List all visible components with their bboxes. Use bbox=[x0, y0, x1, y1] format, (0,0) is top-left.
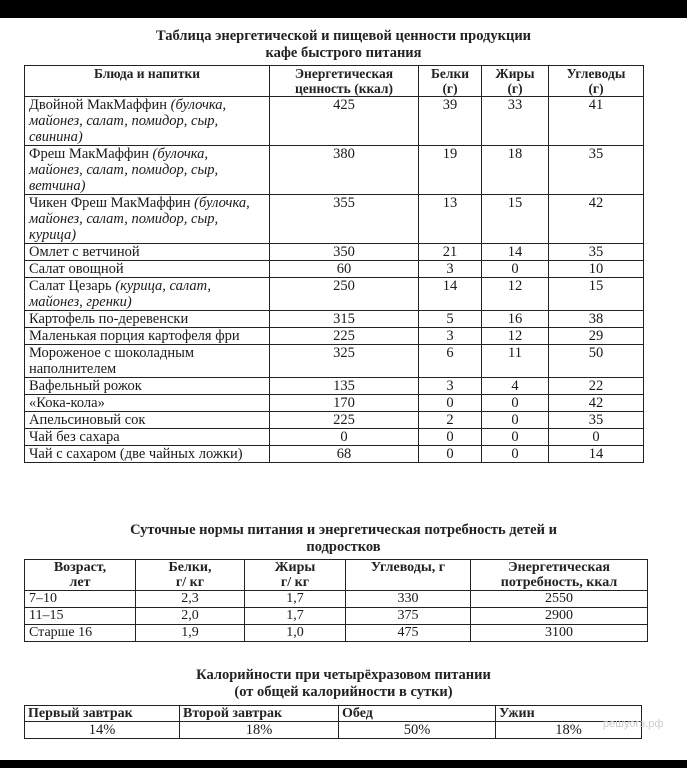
meal-calories-header bbox=[25, 706, 642, 722]
energy-cell: 2550 bbox=[471, 591, 648, 608]
table-row bbox=[25, 244, 644, 261]
fat-cell: 33 bbox=[482, 97, 549, 146]
daily-norms-body bbox=[25, 591, 648, 642]
nutrition-table bbox=[24, 65, 644, 463]
dish-ingredients: (курица, салат, майонез, гренки) bbox=[29, 278, 212, 310]
energy-cell: 355 bbox=[270, 195, 419, 244]
energy-cell: 68 bbox=[270, 446, 419, 463]
dish-name: «Кока-кола» bbox=[29, 395, 105, 411]
dish-name: Чикен Фреш МакМаффин bbox=[29, 195, 191, 211]
table-row bbox=[25, 446, 644, 463]
dish-cell bbox=[25, 429, 270, 446]
energy-cell: 225 bbox=[270, 328, 419, 345]
protein-cell: 3 bbox=[419, 261, 482, 278]
age-cell: 7–10 bbox=[25, 591, 136, 608]
meal-calories-values bbox=[25, 722, 642, 739]
nutrition-table-body bbox=[25, 97, 644, 463]
energy-cell: 350 bbox=[270, 244, 419, 261]
fat-cell: 0 bbox=[482, 412, 549, 429]
protein-cell: 2,3 bbox=[136, 591, 245, 608]
meal-calories-table bbox=[24, 705, 642, 739]
carbs-cell: 14 bbox=[549, 446, 644, 463]
table2-title-line2: подростков bbox=[306, 539, 381, 555]
carbs-cell: 0 bbox=[549, 429, 644, 446]
table1-title bbox=[0, 28, 687, 62]
header-fat: Жиры (г) bbox=[482, 66, 549, 97]
protein-cell: 5 bbox=[419, 311, 482, 328]
dish-cell bbox=[25, 395, 270, 412]
carbs-cell: 22 bbox=[549, 378, 644, 395]
protein-cell: 19 bbox=[419, 146, 482, 195]
dish-cell bbox=[25, 261, 270, 278]
table2-title bbox=[0, 522, 687, 556]
energy-cell: 135 bbox=[270, 378, 419, 395]
watermark: решуогэ.рф bbox=[603, 718, 664, 730]
protein-cell: 0 bbox=[419, 446, 482, 463]
dish-cell bbox=[25, 311, 270, 328]
dish-cell bbox=[25, 97, 270, 146]
carbs-cell: 35 bbox=[549, 412, 644, 429]
dish-name: Апельсиновый сок bbox=[29, 412, 146, 428]
carbs-cell: 38 bbox=[549, 311, 644, 328]
energy-cell: 170 bbox=[270, 395, 419, 412]
header-dinner: Ужин bbox=[496, 706, 642, 722]
fat-cell: 18 bbox=[482, 146, 549, 195]
carbs-cell: 41 bbox=[549, 97, 644, 146]
protein-cell: 13 bbox=[419, 195, 482, 244]
dish-cell bbox=[25, 345, 270, 378]
dish-cell bbox=[25, 195, 270, 244]
energy-cell: 60 bbox=[270, 261, 419, 278]
fat-cell: 0 bbox=[482, 446, 549, 463]
dish-cell bbox=[25, 146, 270, 195]
nutrition-table-header bbox=[25, 66, 644, 97]
fat-cell: 0 bbox=[482, 261, 549, 278]
table3-title bbox=[0, 667, 687, 701]
fat-cell: 0 bbox=[482, 395, 549, 412]
fat-cell: 0 bbox=[482, 429, 549, 446]
header-protein: Белки (г) bbox=[419, 66, 482, 97]
energy-cell: 325 bbox=[270, 345, 419, 378]
table-row bbox=[25, 195, 644, 244]
energy-cell: 225 bbox=[270, 412, 419, 429]
table-row bbox=[25, 97, 644, 146]
fat-cell: 1,7 bbox=[245, 608, 346, 625]
dish-cell bbox=[25, 328, 270, 345]
table2-title-line1: Суточные нормы питания и энергетическая потребность детей и bbox=[130, 522, 557, 538]
energy-cell: 315 bbox=[270, 311, 419, 328]
carbs-cell: 10 bbox=[549, 261, 644, 278]
header-energy: Энергетическая потребность, ккал bbox=[471, 560, 648, 591]
dish-ingredients: (булочка, майонез, салат, помидор, сыр, ветчина) bbox=[29, 146, 219, 194]
dish-cell bbox=[25, 446, 270, 463]
table1-title-line2: кафе быстрого питания bbox=[265, 45, 422, 61]
dish-cell bbox=[25, 244, 270, 261]
carbs-cell: 50 bbox=[549, 345, 644, 378]
age-cell: 11–15 bbox=[25, 608, 136, 625]
table-row bbox=[25, 395, 644, 412]
table-row bbox=[25, 608, 648, 625]
table3-title-line1: Калорийности при четырёхразовом питании bbox=[196, 667, 491, 683]
dish-name: Чай без сахара bbox=[29, 429, 120, 445]
table-row bbox=[25, 311, 644, 328]
table3-title-line2: (от общей калорийности в сутки) bbox=[234, 684, 453, 700]
table-row bbox=[25, 412, 644, 429]
dish-name: Чай с сахаром (две чайных ложки) bbox=[29, 446, 243, 462]
carbs-cell: 375 bbox=[346, 608, 471, 625]
header-carbs: Углеводы (г) bbox=[549, 66, 644, 97]
dish-name: Маленькая порция картофеля фри bbox=[29, 328, 240, 344]
carbs-cell: 42 bbox=[549, 195, 644, 244]
protein-cell: 6 bbox=[419, 345, 482, 378]
value-first-breakfast: 14% bbox=[25, 722, 180, 739]
header-carbs: Углеводы, г bbox=[346, 560, 471, 591]
table-row bbox=[25, 378, 644, 395]
carbs-cell: 330 bbox=[346, 591, 471, 608]
dish-name: Фреш МакМаффин bbox=[29, 146, 149, 162]
header-lunch: Обед bbox=[339, 706, 496, 722]
protein-cell: 2,0 bbox=[136, 608, 245, 625]
dish-name: Вафельный рожок bbox=[29, 378, 142, 394]
protein-cell: 3 bbox=[419, 378, 482, 395]
table-row bbox=[25, 146, 644, 195]
table-row bbox=[25, 278, 644, 311]
protein-cell: 14 bbox=[419, 278, 482, 311]
energy-cell: 0 bbox=[270, 429, 419, 446]
fat-cell: 15 bbox=[482, 195, 549, 244]
dish-cell bbox=[25, 278, 270, 311]
carbs-cell: 42 bbox=[549, 395, 644, 412]
table-row bbox=[25, 328, 644, 345]
dish-name: Салат Цезарь bbox=[29, 278, 112, 294]
document-page bbox=[0, 18, 687, 760]
value-dinner: 18% bbox=[496, 722, 642, 739]
fat-cell: 4 bbox=[482, 378, 549, 395]
table-row bbox=[25, 625, 648, 642]
value-second-breakfast: 18% bbox=[180, 722, 339, 739]
carbs-cell: 15 bbox=[549, 278, 644, 311]
carbs-cell: 29 bbox=[549, 328, 644, 345]
header-second-breakfast: Второй завтрак bbox=[180, 706, 339, 722]
fat-cell: 16 bbox=[482, 311, 549, 328]
carbs-cell: 475 bbox=[346, 625, 471, 642]
daily-norms-header bbox=[25, 560, 648, 591]
energy-cell: 425 bbox=[270, 97, 419, 146]
dish-name: Двойной МакМаффин bbox=[29, 97, 167, 113]
protein-cell: 2 bbox=[419, 412, 482, 429]
energy-cell: 250 bbox=[270, 278, 419, 311]
dish-name: Картофель по-деревенски bbox=[29, 311, 189, 327]
dish-cell bbox=[25, 378, 270, 395]
header-fat: Жиры г/ кг bbox=[245, 560, 346, 591]
dish-name: Салат овощной bbox=[29, 261, 124, 277]
energy-cell: 3100 bbox=[471, 625, 648, 642]
table-row bbox=[25, 261, 644, 278]
energy-cell: 380 bbox=[270, 146, 419, 195]
protein-cell: 0 bbox=[419, 429, 482, 446]
energy-cell: 2900 bbox=[471, 608, 648, 625]
protein-cell: 39 bbox=[419, 97, 482, 146]
fat-cell: 12 bbox=[482, 278, 549, 311]
carbs-cell: 35 bbox=[549, 244, 644, 261]
header-protein: Белки, г/ кг bbox=[136, 560, 245, 591]
fat-cell: 1,0 bbox=[245, 625, 346, 642]
table-row bbox=[25, 429, 644, 446]
fat-cell: 12 bbox=[482, 328, 549, 345]
table1-title-line1: Таблица энергетической и пищевой ценности продукции bbox=[155, 28, 532, 44]
value-lunch: 50% bbox=[339, 722, 496, 739]
header-dish: Блюда и напитки bbox=[25, 66, 270, 97]
protein-cell: 1,9 bbox=[136, 625, 245, 642]
fat-cell: 1,7 bbox=[245, 591, 346, 608]
header-age: Возраст, лет bbox=[25, 560, 136, 591]
protein-cell: 3 bbox=[419, 328, 482, 345]
fat-cell: 11 bbox=[482, 345, 549, 378]
dish-ingredients: (булочка, майонез, салат, помидор, сыр, курица) bbox=[29, 195, 250, 243]
header-energy: Энергетическая ценность (ккал) bbox=[270, 66, 419, 97]
dish-name: Мороженое с шоколадным наполнителем bbox=[29, 345, 195, 377]
protein-cell: 0 bbox=[419, 395, 482, 412]
fat-cell: 14 bbox=[482, 244, 549, 261]
dish-name: Омлет с ветчиной bbox=[29, 244, 140, 260]
table-row bbox=[25, 591, 648, 608]
carbs-cell: 35 bbox=[549, 146, 644, 195]
protein-cell: 21 bbox=[419, 244, 482, 261]
table-row bbox=[25, 345, 644, 378]
dish-cell bbox=[25, 412, 270, 429]
dish-ingredients: (булочка, майонез, салат, помидор, сыр, свинина) bbox=[29, 97, 227, 145]
daily-norms-table bbox=[24, 559, 648, 642]
age-cell: Старше 16 bbox=[25, 625, 136, 642]
header-first-breakfast: Первый завтрак bbox=[25, 706, 180, 722]
